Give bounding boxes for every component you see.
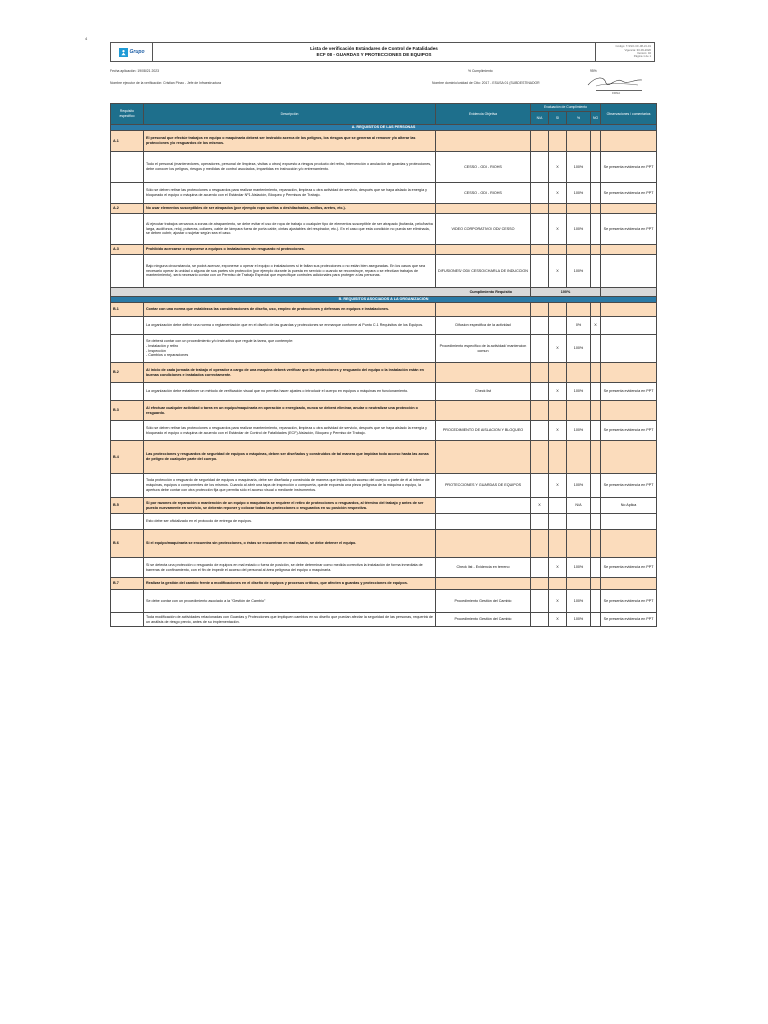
item-description: La organización debe definir una norma o reglamentación que en el diseño de las guardas y protecciones se enmarque conforme al Punto C.1 Requisitos de los Equipos. xyxy=(144,317,436,335)
empty-cell xyxy=(567,578,591,590)
empty-cell xyxy=(549,204,567,214)
empty-cell xyxy=(436,578,531,590)
empty-cell xyxy=(567,204,591,214)
evidence-cell: Procedimiento Gestión del Cambio xyxy=(436,613,531,627)
na-mark xyxy=(531,613,549,627)
observation-cell: Se presenta evidencia en PPT xyxy=(601,474,657,498)
empty-cell xyxy=(601,578,657,590)
na-mark xyxy=(531,558,549,578)
section-title: A. REQUISITOS DE LAS PERSONAS xyxy=(111,125,657,131)
requirement-code: B.4 xyxy=(111,441,144,474)
page-marker: 4 xyxy=(85,36,88,41)
requirement-code: A.1 xyxy=(111,131,144,152)
observation-cell: Se presenta evidencia en PPT xyxy=(601,152,657,183)
no-mark xyxy=(591,255,601,288)
empty-cell xyxy=(549,401,567,421)
section-title: B. REQUISITOS ASOCIADOS A LA ORGANIZACIÓN xyxy=(111,297,657,303)
empty-cell xyxy=(601,131,657,152)
col-evaluacion: Evaluación de Cumplimiento xyxy=(531,104,601,112)
code-line: Código: T-SSO-CF-08-LV-01 xyxy=(615,44,651,49)
item-description: La organización debe establecer un método de verificación visual que no permita hacer ajustes o introducir el cuerpo en equipos o máquinas en funcionamiento. xyxy=(144,383,436,401)
summary-row xyxy=(111,288,657,297)
item-description: Bajo ninguna circunstancia, se podrá acercar, exponerse u operar el equipo o instalaciones si le faltan sus protecciones o no están bien aseguradas. En los casos que sea necesario operar la unidad o alguna de sus partes sin protección (por ejemplo durante la puesta en servicio o cuando se reconstruye, repara o se efectúan trabajos de mantenimiento), será necesario contar con un Permiso de Trabajo Especial que especifique controles adicionales para proteger a las personas. xyxy=(144,255,436,288)
empty-cell xyxy=(531,441,549,474)
requirement-code: A.2 xyxy=(111,204,144,214)
evidence-cell: CESSO - ODI - RIOHS xyxy=(436,183,531,204)
empty-cell xyxy=(531,204,549,214)
no-mark xyxy=(591,421,601,441)
col-descripcion: Descripción xyxy=(144,104,436,125)
empty-cell xyxy=(531,245,549,255)
evidence-cell: PROTECCIONES Y GUARDAS DE EQUIPOS xyxy=(436,474,531,498)
percent-cell: 100% xyxy=(567,590,591,613)
empty-cell xyxy=(549,363,567,383)
percent-cell: 100% xyxy=(567,183,591,204)
observation-cell: Se presenta evidencia en PPT xyxy=(601,421,657,441)
empty-cell xyxy=(567,530,591,558)
requirement-description: Al efectuar cualquier actividad o tarea en un equipo/maquinaria en operación o energizado, nunca se deberá eliminar, anular o neutralizar una protección o resguardo. xyxy=(144,401,436,421)
item-row xyxy=(111,613,657,627)
percent-cell: 100% xyxy=(567,255,591,288)
si-mark: X xyxy=(549,152,567,183)
empty-cell xyxy=(601,363,657,383)
empty-cell xyxy=(567,363,591,383)
signature-image xyxy=(582,73,648,91)
item-description: Se debe contar con un procedimiento asociado a la "Gestión de Cambio" xyxy=(144,590,436,613)
empty-cell xyxy=(531,401,549,421)
empty-cell xyxy=(111,383,144,401)
empty-cell xyxy=(111,421,144,441)
empty-cell xyxy=(531,131,549,152)
no-mark xyxy=(591,613,601,627)
evidence-cell: VIDEO CORPORATIVO/ ODI/ CESSO xyxy=(436,214,531,245)
empty-cell xyxy=(549,441,567,474)
empty-cell xyxy=(591,303,601,317)
requirement-description: Las protecciones y resguardos de seguridad de equipos o máquinas, deben ser diseñados y construidos de tal manera que impidan todo acceso hasta las zonas de peligro de cualquier parte del cuerpo. xyxy=(144,441,436,474)
item-row xyxy=(111,335,657,363)
observation-cell xyxy=(601,335,657,363)
empty-cell xyxy=(111,590,144,613)
percent-cell: 100% xyxy=(567,152,591,183)
col-no: NO xyxy=(591,112,601,125)
requirement-description: Si el equipo/maquinaria se encuentra sin protecciones, o éstas se encuentran en mal estado, se debe detener el equipo. xyxy=(144,530,436,558)
no-mark xyxy=(591,474,601,498)
document-header xyxy=(110,42,655,62)
na-mark xyxy=(531,474,549,498)
percent-cell xyxy=(567,514,591,530)
observation-cell xyxy=(601,317,657,335)
si-mark: X xyxy=(549,214,567,245)
empty-cell xyxy=(601,245,657,255)
item-row xyxy=(111,474,657,498)
empty-cell xyxy=(591,245,601,255)
empty-cell xyxy=(531,578,549,590)
item-row xyxy=(111,383,657,401)
na-mark xyxy=(531,255,549,288)
si-mark: X xyxy=(549,383,567,401)
no-mark xyxy=(591,152,601,183)
evidence-cell xyxy=(436,514,531,530)
item-row xyxy=(111,317,657,335)
evidence-cell: PROCEDIMIENTO DE AISLACION Y BLOQUEO xyxy=(436,421,531,441)
si-mark xyxy=(549,498,567,514)
empty-cell xyxy=(601,401,657,421)
col-evidencia: Evidencia Objetiva xyxy=(436,104,531,125)
requirement-row xyxy=(111,363,657,383)
item-description: Toda protección o resguardo de seguridad de equipos o maquinaria, debe ser diseñada y construida de manera que impida todo acceso del cuerpo o parte de él al interior de máquinas, equipos o componentes de los mismos. Cuando al abrir una tapa de inspección o compuerta, quede expuesta una pieza peligrosa de la máquina o equipo, la apertura debe contar con otra protección fija que permita sólo el acceso visual o mediante instrumentos. xyxy=(144,474,436,498)
requirement-code: B.3 xyxy=(111,401,144,421)
na-mark xyxy=(531,383,549,401)
company-logo-icon xyxy=(119,48,128,57)
requirement-row xyxy=(111,530,657,558)
requirement-code: B.1 xyxy=(111,303,144,317)
requirement-row xyxy=(111,303,657,317)
observation-cell: No Aplica xyxy=(601,498,657,514)
col-si: SI xyxy=(549,112,567,125)
evidence-cell: DIFUSIONES/ ODI/ CESSO/CHARLA DE INDUCCION xyxy=(436,255,531,288)
observation-cell xyxy=(601,255,657,288)
empty-cell xyxy=(531,363,549,383)
percent-cell: 100% xyxy=(567,421,591,441)
empty-cell xyxy=(531,530,549,558)
empty-cell xyxy=(436,131,531,152)
item-row xyxy=(111,514,657,530)
na-mark xyxy=(531,335,549,363)
firma-label: FIRMA xyxy=(612,92,621,95)
si-mark: X xyxy=(549,474,567,498)
item-description: Se deberá contar con un procedimiento y/o instructivo que regule la tarea, que contemple: - Instalación y retiro - Inspección - Cambios o reparaciones xyxy=(144,335,436,363)
col-na: N/A xyxy=(531,112,549,125)
requirement-row xyxy=(111,204,657,214)
requirement-description: Si por razones de reparación o mantención de un equipo o maquinaria se requiere el retiro de protecciones o resguardos, al término del trabajo y antes de ser puesto nuevamente en servicio, se deberán reponer y colocar todas las protecciones o resguardos en su posición respectiva. xyxy=(144,498,436,514)
col-requisito: Requisito especifico xyxy=(111,104,144,125)
no-mark xyxy=(591,514,601,530)
evidence-cell: Check list - Evidencia en terreno xyxy=(436,558,531,578)
item-row xyxy=(111,421,657,441)
empty-cell xyxy=(111,183,144,204)
empty-cell xyxy=(436,401,531,421)
observation-cell: Se presenta evidencia en PPT xyxy=(601,214,657,245)
empty-cell xyxy=(111,152,144,183)
empty-cell xyxy=(111,613,144,627)
code-line: Versión: 02 xyxy=(637,51,651,55)
percent-cell: N/A xyxy=(567,498,591,514)
evidence-cell: Procedimiento especifico de la actividad/ mantencion comun xyxy=(436,335,531,363)
evidence-cell: Procedimiento Gestión del Cambio xyxy=(436,590,531,613)
empty-cell xyxy=(591,530,601,558)
na-mark xyxy=(531,152,549,183)
col-observaciones: Observaciones / comentarios xyxy=(601,104,657,125)
empty-cell xyxy=(549,530,567,558)
requirement-row xyxy=(111,245,657,255)
code-line: Página 1 de 1 xyxy=(633,54,651,59)
empty-cell xyxy=(436,245,531,255)
requirement-code: B.7 xyxy=(111,578,144,590)
si-mark: X xyxy=(549,255,567,288)
item-description: Sólo se deben retirar las protecciones o resguardos para realizar mantenimiento, reparación, limpieza u otra actividad de servicio, después que se haya aislado la energía y bloqueado el equipo o máquina de acuerdo con el Estándar Nº1 Aislación, Bloqueo y Permisos de Trabajo. xyxy=(144,183,436,204)
requirement-description: Realizar la gestión del cambio frente a modificaciones en el diseño de equipos y procesos críticos, que afecten a guardas y protecciones de equipos. xyxy=(144,578,436,590)
no-mark xyxy=(591,183,601,204)
no-mark xyxy=(591,383,601,401)
na-mark xyxy=(531,514,549,530)
empty-cell xyxy=(591,363,601,383)
cumplimiento-value: 95% xyxy=(590,69,597,73)
empty-cell xyxy=(601,288,657,297)
empty-cell xyxy=(111,255,144,288)
empty-cell xyxy=(549,578,567,590)
si-mark: X xyxy=(549,183,567,204)
evidence-cell: CESSO - ODI - RIOHS xyxy=(436,152,531,183)
item-description: Sólo se deben retirar las protecciones o resguardos para realizar mantenimiento, reparación, limpieza u otra actividad de servicio, después que se haya aislado la energía y bloqueado el equipo o máquina de acuerdo con el Estándar de Control de Fatalidades (ECF) Aislación, Bloqueo y Permiso de Trabajo. xyxy=(144,421,436,441)
requirement-description: No usar elementos susceptibles de ser atrapados (por ejemplo ropa sueltas o deshilachadas, anillos, aretes, etc.). xyxy=(144,204,436,214)
empty-cell xyxy=(601,303,657,317)
logo xyxy=(111,43,153,61)
empty-cell xyxy=(601,441,657,474)
cumplimiento-label: % Cumplimiento xyxy=(468,69,493,73)
si-mark xyxy=(549,514,567,530)
empty-cell xyxy=(549,131,567,152)
percent-cell: 100% xyxy=(567,214,591,245)
requirement-code: B.6 xyxy=(111,530,144,558)
requirement-row xyxy=(111,401,657,421)
summary-percent: 100% xyxy=(531,288,601,297)
empty-cell xyxy=(436,204,531,214)
si-mark xyxy=(549,317,567,335)
title-line-2: ECF 08 - GUARDAS Y PROTECCIONES DE EQUIPOS xyxy=(316,52,432,57)
empty-cell xyxy=(436,441,531,474)
requirement-description: El personal que efectúe trabajos en equipo o maquinaria deberá ser instruido acerca de los peligros, los riesgos que se generan al remover y/o alterar las protecciones y/o resguardos de los mismos. xyxy=(144,131,436,152)
percent-cell: 100% xyxy=(567,474,591,498)
si-mark: X xyxy=(549,421,567,441)
empty-cell xyxy=(111,474,144,498)
item-row xyxy=(111,255,657,288)
percent-cell: 100% xyxy=(567,383,591,401)
empty-cell xyxy=(601,204,657,214)
no-mark xyxy=(591,335,601,363)
no-mark xyxy=(591,590,601,613)
si-mark: X xyxy=(549,613,567,627)
requirement-description: Al inicio de cada jornada de trabajo el operador a cargo de una maquina deberá verificar que las protecciones y resguardo del equipo o la instalación están en buenas condiciones e instalados correctamente. xyxy=(144,363,436,383)
percent-cell: 100% xyxy=(567,613,591,627)
evidence-cell xyxy=(436,498,531,514)
observation-cell: Se presenta evidencia en PPT xyxy=(601,590,657,613)
code-line: Vigencia: 30-09-2020 xyxy=(624,47,651,52)
percent-cell: 100% xyxy=(567,335,591,363)
empty-cell xyxy=(591,401,601,421)
item-row xyxy=(111,214,657,245)
empty-cell xyxy=(111,558,144,578)
empty-cell xyxy=(567,131,591,152)
col-pct: % xyxy=(567,112,591,125)
empty-cell xyxy=(567,245,591,255)
si-mark: X xyxy=(549,335,567,363)
dominio-unidad: Nombre dominio/unidad de Ctto: 2017 - ESUSA 01 (SUBDESTINADOR xyxy=(432,81,540,85)
evidence-cell: Difusion especifica de la actividad xyxy=(436,317,531,335)
observation-cell: Se presenta evidencia en PPT xyxy=(601,183,657,204)
evidence-cell: Check list xyxy=(436,383,531,401)
na-mark xyxy=(531,183,549,204)
empty-cell xyxy=(436,303,531,317)
item-description: Al ejecutar trabajos cercanos a zonas de atrapamiento, se debe evitar el uso de ropa de trabajo o cualquier tipo de elementos susceptible de ser atrapado (bufanda, pelo/barba larga, audífonos, reloj, pulseras, collares, cable de lámpara fuera de porta cable, cintas ajustables del respirador, etc.). En el caso que esta condición no pueda ser eliminada, se deben cubrir, ajustar o sujetar según sea el caso. xyxy=(144,214,436,245)
checklist-table xyxy=(110,103,657,627)
empty-cell xyxy=(591,131,601,152)
item-description: Si se detecta una protección o resguardo de equipos en mal estado o fuera de posición, se debe determinar como medida correctiva la instalación de forma inmediata de barreras de confinamiento, con el fin de impedir el acceso del personal al área peligrosa del equipo o maquinaria. xyxy=(144,558,436,578)
item-row xyxy=(111,183,657,204)
document-title xyxy=(153,43,596,61)
no-mark: X xyxy=(591,317,601,335)
document-code-block xyxy=(596,43,654,61)
percent-cell: 100% xyxy=(567,558,591,578)
empty-cell xyxy=(567,303,591,317)
empty-cell xyxy=(591,578,601,590)
na-mark xyxy=(531,590,549,613)
item-row xyxy=(111,558,657,578)
empty-cell xyxy=(531,303,549,317)
empty-cell xyxy=(549,303,567,317)
empty-cell xyxy=(436,530,531,558)
requirement-row xyxy=(111,131,657,152)
item-description: Toda modificación de actividades relacionadas con Guardas y Protecciones que impliquen cambios en su diseño que puedan afectar la seguridad de las personas, requerirá de un análisis de riesgo previo, antes de su implementación. xyxy=(144,613,436,627)
no-mark xyxy=(591,558,601,578)
empty-cell xyxy=(567,441,591,474)
requirement-row xyxy=(111,578,657,590)
signature-line xyxy=(596,90,642,91)
ejecutor-nombre: Nombre ejecutor de la verificación: Cristian Pinzo - Jefe de Infraestructura xyxy=(110,81,221,85)
empty-cell xyxy=(111,317,144,335)
requirement-code: A.3 xyxy=(111,245,144,255)
observation-cell: Se presenta evidencia en PPT xyxy=(601,383,657,401)
na-mark: X xyxy=(531,498,549,514)
fecha-aplicacion: Fecha aplicación: 19/08/21 2023 xyxy=(110,69,160,73)
requirement-code: B.5 xyxy=(111,498,144,514)
si-mark: X xyxy=(549,590,567,613)
empty-cell xyxy=(549,245,567,255)
item-row xyxy=(111,590,657,613)
observation-cell xyxy=(601,514,657,530)
summary-label: Cumplimiento Requisito xyxy=(111,288,531,297)
requirement-row xyxy=(111,498,657,514)
requirement-description: Contar con una norma que establezca las consideraciones de diseño, uso, empleo de protecciones y defensas en equipos e instalaciones. xyxy=(144,303,436,317)
na-mark xyxy=(531,317,549,335)
na-mark xyxy=(531,214,549,245)
empty-cell xyxy=(111,335,144,363)
item-description: Todo el personal (mantenedores, operadores, personal de limpieza, visitas u otros) expuesto a riesgos producto del retiro, intervención o anulación de guardas y protecciones, debe conocer los peligros, riesgos y medidas de control asociados, impartidas en instrucción y/o entrenamiento. xyxy=(144,152,436,183)
empty-cell xyxy=(111,214,144,245)
empty-cell xyxy=(601,530,657,558)
percent-cell: 0% xyxy=(567,317,591,335)
empty-cell xyxy=(591,204,601,214)
requirement-row xyxy=(111,441,657,474)
empty-cell xyxy=(111,514,144,530)
requirement-description: Prohibido acercarse o exponerse a equipos o instalaciones sin resguardo ni protecciones. xyxy=(144,245,436,255)
logo-text: Grupo xyxy=(129,49,145,55)
no-mark xyxy=(591,214,601,245)
empty-cell xyxy=(436,363,531,383)
empty-cell xyxy=(591,441,601,474)
title-line-1: Lista de verificación Estándares de Control de Fatalidades xyxy=(310,46,438,51)
item-description: Esto debe ser oficializado en el protocolo de entrega de equipos. xyxy=(144,514,436,530)
requirement-code: B.2 xyxy=(111,363,144,383)
si-mark: X xyxy=(549,558,567,578)
item-row xyxy=(111,152,657,183)
observation-cell: Se presenta evidencia en PPT xyxy=(601,613,657,627)
no-mark xyxy=(591,498,601,514)
observation-cell: Se presenta evidencia en PPT xyxy=(601,558,657,578)
na-mark xyxy=(531,421,549,441)
empty-cell xyxy=(567,401,591,421)
